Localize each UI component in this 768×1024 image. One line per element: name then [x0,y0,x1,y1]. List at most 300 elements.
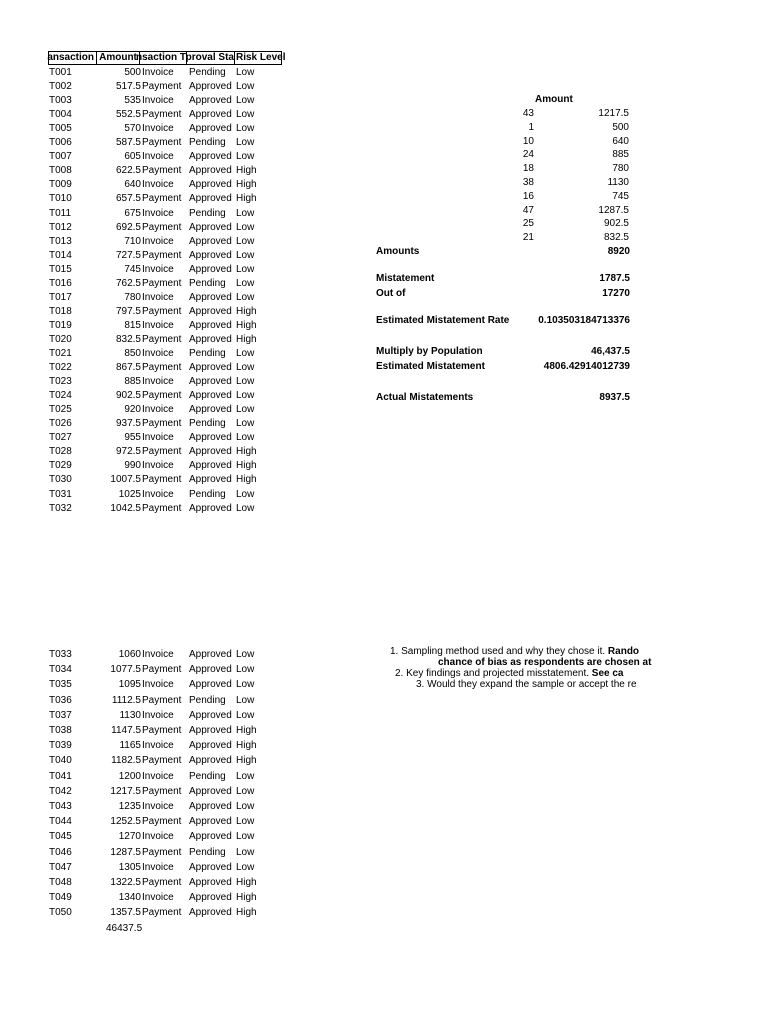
transaction-id-cell: T007 [49,151,72,163]
approval-status-cell: Approved [189,95,232,107]
amount-cell: 1042.5 [110,502,141,514]
amount-cell: 552.5 [115,109,141,121]
risk-level-cell: Low [236,649,255,660]
table-row[interactable] [0,754,300,767]
transaction-type-cell: Invoice [142,709,174,721]
amount-cell: 710 [124,235,141,247]
transaction-id-cell: T001 [49,67,72,78]
transaction-id-cell: T006 [49,137,72,149]
sample-amount-header[interactable]: Amount [535,94,573,105]
sample-index-cell: 38 [522,177,534,188]
risk-level-cell: Low [236,348,255,359]
amount-cell: 850 [124,348,141,359]
amounts-label: Amounts [376,246,420,257]
risk-level-cell: High [236,193,257,205]
amount-cell: 867.5 [115,362,141,374]
amount-cell: 1095 [118,679,141,691]
transaction-type-cell: Invoice [142,319,174,331]
transaction-type-cell: Invoice [142,432,174,444]
risk-level-cell: Low [236,418,255,430]
approval-status-cell: Approved [189,333,232,345]
risk-level-cell: High [236,333,257,345]
transaction-type-cell: Invoice [142,67,174,78]
estimated-row[interactable] [376,360,630,373]
approval-status-cell: Approved [189,362,232,374]
table-row[interactable] [0,108,300,121]
table-row[interactable] [0,192,300,205]
table-row[interactable] [0,249,300,262]
amount-cell: 762.5 [115,277,141,289]
risk-level-cell: Low [236,123,255,135]
mistatement-row[interactable] [376,272,630,285]
mistatement-value: 1787.5 [599,273,630,284]
table-row[interactable] [0,739,300,752]
approval-status-cell: Approved [189,305,232,317]
approval-status-cell: Approved [189,740,232,752]
approval-status-cell: Approved [189,432,232,444]
transaction-id-cell: T026 [49,418,72,430]
transaction-id-cell: T025 [49,404,72,416]
risk-level-cell: High [236,460,257,472]
table-row[interactable] [0,333,300,346]
risk-level-cell: Low [236,221,255,233]
amount-cell: 972.5 [115,446,141,458]
table-row[interactable] [0,150,300,163]
notes-block [320,646,652,690]
table-row[interactable] [0,445,300,458]
transaction-type-cell: Payment [142,221,182,233]
transaction-type-cell: Payment [142,816,182,828]
table-row[interactable] [0,785,300,798]
transaction-type-cell: Invoice [142,291,174,303]
table-row[interactable] [0,164,300,177]
risk-level-cell: High [236,877,257,888]
approval-status-cell: Pending [189,348,226,359]
out-of-row[interactable] [376,287,630,300]
table-row[interactable] [0,389,300,402]
transaction-type-cell: Invoice [142,740,174,752]
amount-cell: 727.5 [115,249,141,261]
header-approval-status[interactable]: proval Sta [185,52,234,63]
transaction-id-cell: T032 [49,502,72,514]
transaction-id-cell: T046 [49,846,72,858]
transaction-type-cell: Invoice [142,95,174,107]
table-row[interactable] [0,724,300,737]
transaction-type-cell: Invoice [142,861,174,873]
approval-status-cell: Approved [189,892,232,904]
amount-cell: 500 [124,67,141,78]
approval-status-cell: Approved [189,235,232,247]
transaction-id-cell: T045 [49,831,72,843]
transaction-id-cell: T018 [49,305,72,317]
sample-amount-cell: 1130 [607,177,629,188]
sample-amount-cell: 832.5 [603,232,629,244]
amount-cell: 1112.5 [111,694,141,706]
approval-status-cell: Approved [189,123,232,135]
transaction-type-cell: Payment [142,137,182,149]
approval-status-cell: Approved [189,390,232,402]
amount-cell: 902.5 [115,390,141,402]
transaction-type-cell: Invoice [142,460,174,472]
table-row[interactable] [0,178,300,191]
transaction-type-cell: Payment [142,446,182,458]
transaction-type-cell: Payment [142,694,182,706]
note-2[interactable] [320,668,631,679]
transaction-id-cell: T031 [49,488,72,500]
transaction-type-cell: Payment [142,81,182,93]
multiply-row[interactable] [376,345,630,358]
table-row[interactable] [0,648,300,661]
approval-status-cell: Approved [189,165,232,177]
risk-level-cell: Low [236,770,255,782]
sample-index-cell: 18 [522,163,534,175]
table-row[interactable] [0,488,300,501]
risk-level-cell: Low [236,679,255,691]
table-row[interactable] [0,277,300,290]
transaction-type-cell: Payment [142,725,182,736]
table-row[interactable] [0,94,300,107]
transaction-id-cell: T022 [49,362,72,374]
transaction-type-cell: Payment [142,109,182,121]
amount-cell: 1060 [118,649,141,660]
risk-level-cell: High [236,740,257,752]
risk-level-cell: Low [236,277,255,289]
amount-cell: 745 [124,263,141,275]
transaction-type-cell: Payment [142,305,182,317]
risk-level-cell: Low [236,785,255,797]
sample-index-cell: 43 [522,108,534,119]
sample-index-cell: 1 [528,121,534,133]
transaction-id-cell: T040 [49,755,72,767]
transaction-id-cell: T014 [49,249,72,261]
actual-value: 8937.5 [599,392,630,403]
amounts-value: 8920 [607,246,630,257]
transaction-type-cell: Invoice [142,207,174,219]
risk-level-cell: Low [236,831,255,843]
header-amount[interactable]: Amount [97,51,140,65]
amount-cell: 1025 [118,488,141,500]
risk-level-cell: Low [236,390,255,402]
transaction-id-cell: T035 [49,679,72,691]
table-row[interactable] [0,80,300,93]
transaction-type-cell: Invoice [142,831,174,843]
transaction-id-cell: T023 [49,376,72,388]
transaction-id-cell: T030 [49,474,72,486]
transaction-id-cell: T036 [49,694,72,706]
risk-level-cell: High [236,755,257,767]
estimated-value: 4806.42914012739 [543,361,630,372]
table-row[interactable] [0,770,300,783]
approval-status-cell: Approved [189,249,232,261]
amount-cell: 1340 [118,892,141,904]
table-row[interactable] [0,136,300,149]
out-of-value: 17270 [602,288,630,299]
amount-cell: 937.5 [115,418,141,430]
transaction-id-cell: T002 [49,81,72,93]
transaction-type-cell: Invoice [142,488,174,500]
risk-level-cell: Low [236,137,255,149]
sample-index-cell: 47 [522,204,534,216]
transaction-id-cell: T015 [49,263,72,275]
amount-cell: 1357.5 [110,907,141,919]
table-row[interactable] [0,305,300,318]
header-risk-level[interactable]: Risk Level [236,52,286,63]
amount-cell: 797.5 [115,305,141,317]
approval-status-cell: Approved [189,664,232,676]
risk-level-cell: High [236,179,257,191]
transaction-id-cell: T012 [49,221,72,233]
table-row[interactable] [0,906,300,919]
table-row[interactable] [0,800,300,813]
transaction-type-cell: Invoice [142,151,174,163]
sample-amount-cell: 1217.5 [598,108,629,119]
risk-level-cell: High [236,892,257,904]
approval-status-cell: Pending [189,488,226,500]
amount-cell: 1200 [118,770,141,782]
estimated-label: Estimated Mistatement [376,361,485,372]
transaction-type-cell: Payment [142,755,182,767]
actual-row[interactable] [376,391,630,404]
table-row[interactable] [0,66,300,79]
transaction-type-cell: Payment [142,165,182,177]
table-row[interactable] [0,221,300,234]
risk-level-cell: Low [236,816,255,828]
table-row[interactable] [0,319,300,332]
sample-amount-cell: 780 [612,163,629,175]
approval-status-cell: Approved [189,151,232,163]
amount-cell: 1217.5 [110,785,141,797]
transaction-id-cell: T037 [49,709,72,721]
risk-level-cell: Low [236,801,255,812]
table-row[interactable] [0,846,300,859]
sample-index-cell: 10 [522,135,534,147]
approval-status-cell: Pending [189,694,226,706]
transaction-type-cell: Payment [142,333,182,345]
risk-level-cell: Low [236,362,255,374]
amount-cell: 587.5 [115,137,141,149]
amount-cell: 1147.5 [111,725,141,736]
approval-status-cell: Approved [189,376,232,388]
transaction-id-cell: T049 [49,892,72,904]
rate-label: Estimated Mistatement Rate [376,315,510,326]
total-amount[interactable]: 46437.5 [106,923,143,934]
risk-level-cell: Low [236,861,255,873]
risk-level-cell: Low [236,291,255,303]
transaction-id-cell: T047 [49,861,72,873]
amount-cell: 517.5 [115,81,141,93]
table-row[interactable] [0,361,300,374]
table-row[interactable] [0,815,300,828]
approval-status-cell: Pending [189,277,226,289]
header-transaction-type[interactable]: nsaction T [135,52,186,63]
transaction-id-cell: T005 [49,123,72,135]
table-row[interactable] [0,347,300,360]
table-row[interactable] [0,291,300,304]
transaction-id-cell: T027 [49,432,72,444]
approval-status-cell: Approved [189,785,232,797]
risk-level-cell: Low [236,694,255,706]
transaction-id-cell: T048 [49,877,72,888]
risk-level-cell: High [236,725,257,736]
amount-cell: 1007.5 [110,474,141,486]
risk-level-cell: Low [236,404,255,416]
table-row[interactable] [0,207,300,220]
approval-status-cell: Approved [189,474,232,486]
transaction-type-cell: Payment [142,249,182,261]
multiply-label: Multiply by Population [376,346,483,357]
risk-level-cell: Low [236,81,255,93]
transaction-id-cell: T013 [49,235,72,247]
transaction-id-cell: T039 [49,740,72,752]
transaction-id-cell: T009 [49,179,72,191]
risk-level-cell: Low [236,502,255,514]
transaction-id-cell: T011 [49,207,72,219]
amount-cell: 1287.5 [110,846,141,858]
table-row[interactable] [0,122,300,135]
transaction-id-cell: T004 [49,109,72,121]
risk-level-cell: Low [236,235,255,247]
transaction-type-cell: Payment [142,785,182,797]
approval-status-cell: Pending [189,846,226,858]
risk-level-cell: Low [236,109,255,121]
note-1-continuation[interactable]: chance of bias as respondents are chosen at [438,657,652,668]
risk-level-cell: Low [236,846,255,858]
table-row[interactable] [0,830,300,843]
transaction-type-cell: Payment [142,193,182,205]
sample-index-cell: 24 [522,149,534,161]
approval-status-cell: Approved [189,801,232,812]
transaction-type-cell: Invoice [142,376,174,388]
approval-status-cell: Approved [189,221,232,233]
transaction-id-cell: T021 [49,348,72,359]
table-row[interactable] [0,235,300,248]
table-row[interactable] [0,876,300,889]
approval-status-cell: Approved [189,755,232,767]
risk-level-cell: Low [236,207,255,219]
amount-cell: 657.5 [115,193,141,205]
transaction-id-cell: T016 [49,277,72,289]
transaction-type-cell: Invoice [142,404,174,416]
approval-status-cell: Pending [189,137,226,149]
sample-index-cell: 25 [522,218,534,230]
transaction-id-cell: T024 [49,390,72,402]
risk-level-cell: High [236,446,257,458]
table-row[interactable] [0,663,300,676]
transaction-type-cell: Payment [142,907,182,919]
sample-amount-cell: 885 [612,149,629,161]
table-row[interactable] [0,459,300,472]
amount-cell: 1270 [118,831,141,843]
transaction-id-cell: T008 [49,165,72,177]
table-row[interactable] [0,473,300,486]
table-row[interactable] [0,263,300,276]
mistatement-label: Mistatement [376,273,435,284]
approval-status-cell: Approved [189,291,232,303]
amount-cell: 1077.5 [110,664,141,676]
table-row[interactable] [0,502,300,515]
transaction-id-cell: T050 [49,907,72,919]
approval-status-cell: Pending [189,418,226,430]
amount-cell: 955 [124,432,141,444]
table-row[interactable] [0,403,300,416]
table-row[interactable] [0,891,300,904]
approval-status-cell: Approved [189,649,232,660]
table-row[interactable] [0,678,300,691]
risk-level-cell: Low [236,432,255,444]
amount-cell: 692.5 [115,221,141,233]
table-row[interactable] [0,694,300,707]
sample-amount-cell: 902.5 [603,218,629,230]
risk-level-cell: Low [236,664,255,676]
risk-level-cell: Low [236,67,255,78]
approval-status-cell: Approved [189,446,232,458]
table-row[interactable] [0,431,300,444]
amount-cell: 885 [124,376,141,388]
rate-row[interactable] [376,314,630,327]
header-transaction[interactable]: ansaction [48,51,97,65]
risk-level-cell: High [236,165,257,177]
risk-level-cell: Low [236,263,255,275]
table-row[interactable] [0,709,300,722]
transaction-type-cell: Payment [142,390,182,402]
table-row[interactable] [0,375,300,388]
transaction-type-cell: Invoice [142,179,174,191]
approval-status-cell: Approved [189,460,232,472]
sample-amount-cell: 500 [612,121,629,133]
table-row[interactable] [0,417,300,430]
note-1[interactable] [320,646,640,657]
note-2-bold: See ca [591,668,624,679]
approval-status-cell: Pending [189,207,226,219]
transaction-type-cell: Payment [142,277,182,289]
transaction-id-cell: T019 [49,319,72,331]
approval-status-cell: Approved [189,709,232,721]
transaction-id-cell: T034 [49,664,72,676]
risk-level-cell: Low [236,376,255,388]
risk-level-cell: Low [236,488,255,500]
sample-amount-cell: 1287.5 [598,204,629,216]
amounts-row[interactable] [376,245,630,258]
amount-cell: 1182.5 [111,755,141,767]
approval-status-cell: Approved [189,861,232,873]
approval-status-cell: Approved [189,907,232,919]
transaction-id-cell: T038 [49,725,72,736]
risk-level-cell: Low [236,249,255,261]
risk-level-cell: Low [236,709,255,721]
amount-cell: 1165 [119,740,141,752]
sample-amount-cell: 745 [612,190,629,202]
transaction-type-cell: Payment [142,664,182,676]
transaction-type-cell: Invoice [142,263,174,275]
approval-status-cell: Pending [189,67,226,78]
risk-level-cell: Low [236,151,255,163]
transaction-type-cell: Invoice [142,235,174,247]
risk-level-cell: High [236,907,257,919]
table-row[interactable] [0,861,300,874]
amount-cell: 1130 [119,709,141,721]
transaction-id-cell: T043 [49,801,72,812]
approval-status-cell: Approved [189,725,232,736]
note-2-text: 2. Key findings and projected misstatement. [395,668,589,679]
amount-cell: 815 [124,319,141,331]
sample-index-cell: 21 [522,232,534,244]
note-3[interactable]: 3. Would they expand the sample or accept the re [416,679,637,690]
amount-cell: 1305 [118,861,141,873]
amount-cell: 990 [124,460,141,472]
transaction-id-cell: T028 [49,446,72,458]
risk-level-cell: Low [236,95,255,107]
amount-cell: 570 [124,123,141,135]
